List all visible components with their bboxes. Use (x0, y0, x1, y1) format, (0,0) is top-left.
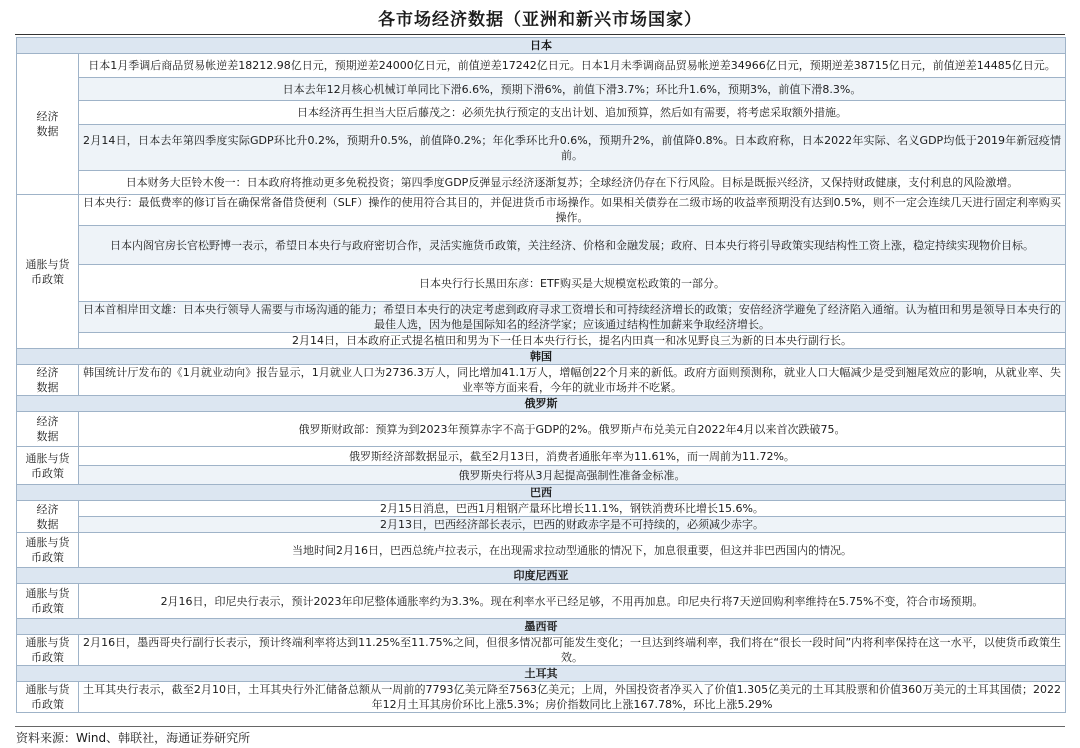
table-cell: 2月14日，日本去年第四季度实际GDP环比升0.2%，预期升0.5%，前值降0.2%；年化季环比升0.6%，预期升2%，前值降0.8%。日本政府称，日本2022年实际、名义GDP均低于2019年新冠疫情前。 (79, 125, 1066, 171)
category-econ: 经济 数据 (17, 365, 79, 396)
table-cell: 日本央行行长黑田东彦：ETF购买是大规模宽松政策的一部分。 (79, 265, 1066, 302)
table-cell: 2月14日，日本政府正式提名植田和男为下一任日本央行行长，提名内田真一和冰见野良三为新的日本央行副行长。 (79, 333, 1066, 349)
table-cell: 日本1月季调后商品贸易帐逆差18212.98亿日元，预期逆差24000亿日元，前值逆差17242亿日元。日本1月未季调商品贸易帐逆差34966亿日元，预期逆差38715亿日元，前值逆差14485亿日元。 (79, 54, 1066, 78)
table-cell: 日本内阁官房长官松野博一表示，希望日本央行与政府密切合作，灵活实施货币政策，关注经济、价格和金融发展；政府、日本央行将引导政策实现结构性工资上涨，稳定持续实现物价目标。 (79, 226, 1066, 265)
table-cell: 日本经济再生担当大臣后藤茂之：必须先执行预定的支出计划、追加预算，然后如有需要，将考虑采取额外措施。 (79, 101, 1066, 125)
table-cell: 2月16日，印尼央行表示，预计2023年印尼整体通胀率约为3.3%。现在利率水平已经足够，不用再加息。印尼央行将7天逆回购利率维持在5.75%不变，符合市场预期。 (79, 584, 1066, 619)
country-header-indonesia: 印度尼西亚 (17, 568, 1066, 584)
source-note: 资料来源：Wind、韩联社，海通证券研究所 (16, 731, 251, 745)
country-header-russia: 俄罗斯 (17, 396, 1066, 412)
category-econ: 经济 数据 (17, 501, 79, 533)
table-cell: 2月16日，墨西哥央行副行长表示，预计终端利率将达到11.25%至11.75%之间，但很多情况都可能发生变化；一旦达到终端利率，我们将在“很长一段时间”内将利率保持在这一水平，以使货币政策生效。 (79, 635, 1066, 666)
title-divider (15, 34, 1065, 35)
category-policy: 通胀与货币政策 (17, 682, 79, 713)
category-policy: 通胀与货币政策 (17, 447, 79, 485)
table-cell: 土耳其央行表示，截至2月10日，土耳其央行外汇储备总额从一周前的7793亿美元降至7563亿美元；上周，外国投资者净买入了价值1.305亿美元的土耳其股票和价值360万美元的土耳其国债；2022年12月土耳其房价环比上涨5.3%；房价指数同比上涨167.78%，环比上涨5.29% (79, 682, 1066, 713)
table-cell: 日本首相岸田文雄：日本央行领导人需要与市场沟通的能力；希望日本央行的决定考虑到政府寻求工资增长和可持续经济增长的政策；安倍经济学避免了经济陷入通缩。认为植田和男是领导日本央行的最佳人选，因为他是国际知名的经济学家；应该通过结构性加薪来争取经济增长。 (79, 302, 1066, 333)
table-cell: 日本去年12月核心机械订单同比下滑6.6%，预期下滑6%，前值下滑3.7%；环比升1.6%，预期3%，前值下滑8.3%。 (79, 77, 1066, 101)
table-cell: 俄罗斯财政部：预算为到2023年预算赤字不高于GDP的2%。俄罗斯卢布兑美元自2022年4月以来首次跌破75。 (79, 412, 1066, 447)
footer-divider (15, 726, 1065, 727)
table-cell: 日本财务大臣铃木俊一：日本政府将推动更多免税投资；第四季度GDP反弹显示经济逐渐复苏；全球经济仍存在下行风险。目标是既振兴经济，又保持财政健康，支付利息的风险激增。 (79, 171, 1066, 195)
table-cell: 日本央行：最低费率的修订旨在确保常备借贷便利（SLF）操作的使用符合其目的，并促进货币市场操作。如果相关债券在二级市场的收益率预期没有达到0.5%，则不一定会连续几天进行固定利率购买操作。 (79, 195, 1066, 226)
market-data-table (16, 37, 1066, 713)
category-policy: 通胀与货币政策 (17, 635, 79, 666)
category-policy: 通胀与货币政策 (17, 584, 79, 619)
table-cell: 韩国统计厅发布的《1月就业动向》报告显示，1月就业人口为2736.3万人，同比增加41.1万人，增幅创22个月来的新低。政府方面则预测称，就业人口大幅减少是受到翘尾效应的影响，从就业率、失业率等方面来看，今年的就业市场并不吃紧。 (79, 365, 1066, 396)
category-econ: 经济 数据 (17, 412, 79, 447)
table-cell: 俄罗斯经济部数据显示，截至2月13日，消费者通胀年率为11.61%，而一周前为11.72%。 (79, 447, 1066, 466)
table-cell: 当地时间2月16日，巴西总统卢拉表示，在出现需求拉动型通胀的情况下，加息很重要，但这并非巴西国内的情况。 (79, 533, 1066, 568)
table-cell: 2月15日消息，巴西1月粗钢产量环比增长11.1%，钢铁消费环比增长15.6%。 (79, 501, 1066, 517)
table-cell: 2月13日，巴西经济部长表示，巴西的财政赤字是不可持续的，必须减少赤字。 (79, 517, 1066, 533)
page-title: 各市场经济数据（亚洲和新兴市场国家） (378, 9, 702, 30)
table-cell: 俄罗斯央行将从3月起提高强制性准备金标准。 (79, 466, 1066, 485)
country-header-brazil: 巴西 (17, 485, 1066, 501)
country-header-mexico: 墨西哥 (17, 619, 1066, 635)
country-header-japan: 日本 (17, 38, 1066, 54)
category-policy: 通胀与货币政策 (17, 195, 79, 349)
country-header-turkey: 土耳其 (17, 666, 1066, 682)
category-econ: 经济 数据 (17, 54, 79, 195)
category-policy: 通胀与货币政策 (17, 533, 79, 568)
country-header-korea: 韩国 (17, 349, 1066, 365)
